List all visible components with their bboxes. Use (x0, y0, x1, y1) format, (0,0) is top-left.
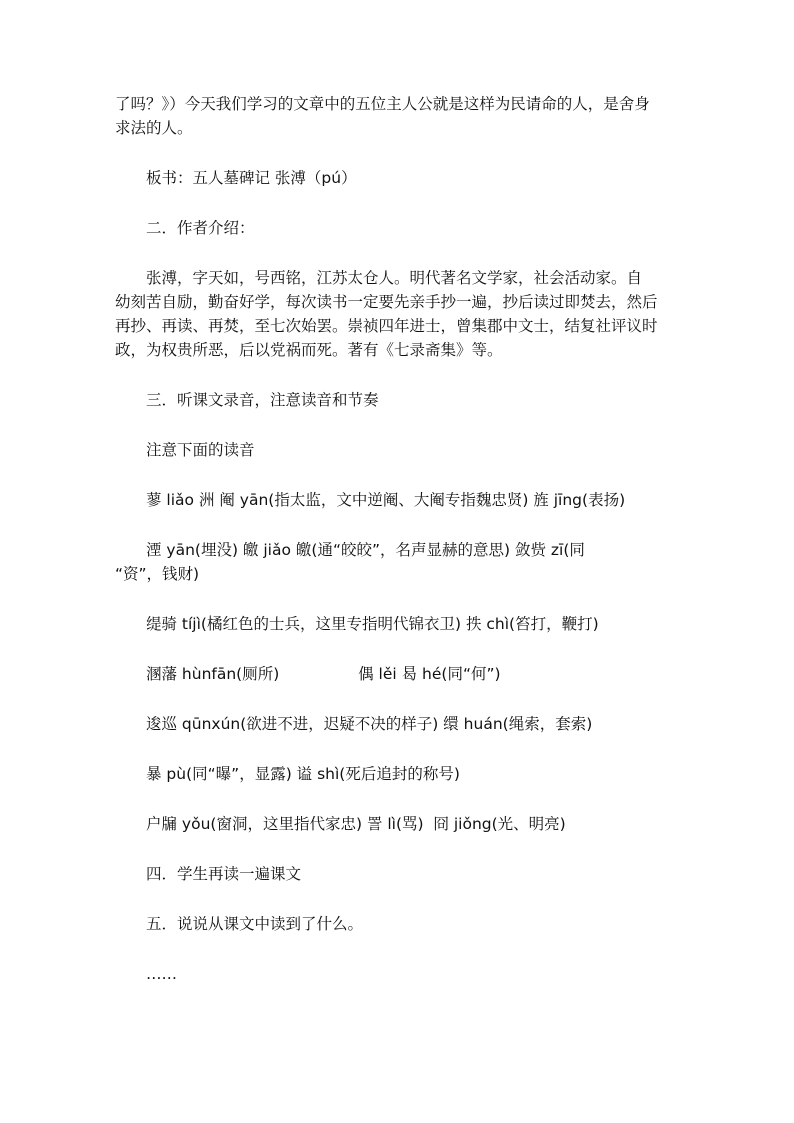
paragraph-blackboard (115, 166, 680, 190)
text-line: 逡巡 qūnxún(欲进不进，迟疑不决的样子) 缳 huán(绳索，套索) (146, 715, 593, 733)
pronunciation-item (115, 612, 680, 636)
document-body (115, 92, 680, 1012)
pronunciation-item (115, 712, 680, 736)
text-line: 湮 yān(埋没) 皦 jiǎo 皦(通“皎皎”，名声显赫的意思) 敛赀 zī(同 (146, 541, 585, 559)
text-line: 三．听课文录音，注意读音和节奏 (146, 391, 379, 409)
text-line: 板书：五人墓碑记 张溥（pú） (146, 169, 357, 187)
heading-discussion (115, 912, 680, 936)
text-line: 五．说说从课文中读到了什么。 (146, 915, 364, 933)
heading-reread (115, 862, 680, 886)
text-line: 溷藩 hùnfān(厕所) 偶 lěi 曷 hé(同“何”) (146, 665, 501, 683)
paragraph-intro-continuation (115, 92, 680, 140)
heading-pronunciation (115, 438, 680, 462)
pronunciation-item (115, 762, 680, 786)
text-line: 二．作者介绍： (146, 219, 255, 237)
pronunciation-item (115, 662, 680, 686)
text-line: 缇骑 tíjì(橘红色的士兵，这里专指明代锦衣卫) 抶 chì(笞打，鞭打) (146, 615, 599, 633)
text-line: 四．学生再读一遍课文 (146, 865, 302, 883)
text-line: 张溥，字天如，号西铭，江苏太仓人。明代著名文学家，社会活动家。自 (146, 269, 643, 287)
text-line: “资”，钱财) (115, 565, 200, 583)
text-line: 政，为权贵所恶，后以党祸而死。著有《七录斋集》等。 (115, 341, 503, 359)
text-line: 幼刻苦自励，勤奋好学，每次读书一定要先亲手抄一遍，抄后读过即焚去，然后 (115, 293, 658, 311)
text-line: 了吗？》）今天我们学习的文章中的五位主人公就是这样为民请命的人，是舍身 (115, 95, 650, 113)
text-line: 再抄、再读、再焚，至七次始罢。崇祯四年进士，曾集郡中文士，结复社评议时 (115, 317, 658, 335)
text-line: 注意下面的读音 (146, 441, 255, 459)
ellipsis (115, 962, 680, 986)
heading-author-intro (115, 216, 680, 240)
text-line: …… (146, 965, 177, 983)
text-line: 暴 pù(同“曝”，显露) 谥 shì(死后追封的称号) (146, 765, 460, 783)
pronunciation-item (115, 538, 680, 586)
text-line: 蓼 liǎo 洲 阉 yān(指太监，文中逆阉、大阉专指魏忠贤) 旌 jīng(表扬) (146, 491, 626, 509)
pronunciation-item (115, 812, 680, 836)
paragraph-author-bio (115, 266, 680, 362)
heading-listen-recording (115, 388, 680, 412)
text-line: 求法的人。 (115, 119, 193, 137)
pronunciation-item (115, 488, 680, 512)
text-line: 户牖 yǒu(窗洞，这里指代家忠) 詈 lì(骂) 冏 jiǒng(光、明亮) (146, 815, 566, 833)
